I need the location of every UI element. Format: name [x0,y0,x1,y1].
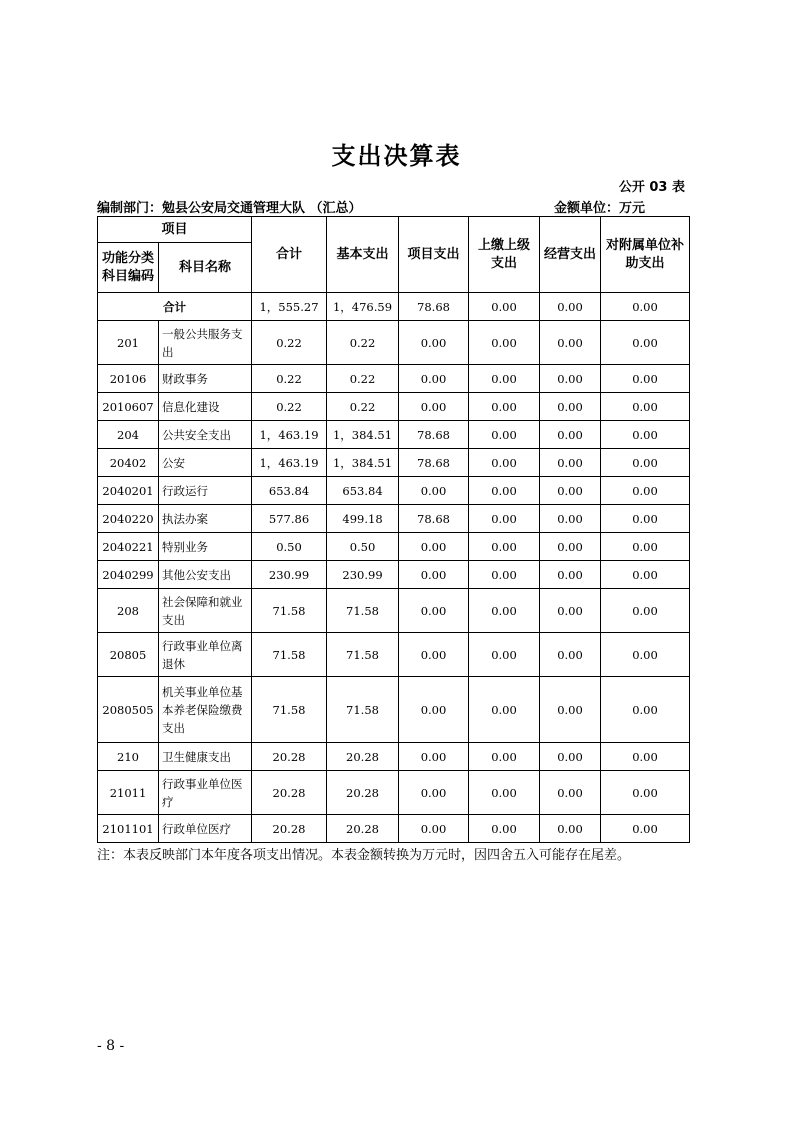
table-row [98,633,690,677]
row-value: 20.28 [327,743,399,771]
row-code: 2010607 [98,393,159,421]
row-name: 公共安全支出 [159,421,252,449]
row-value: 0.00 [540,449,601,477]
row-name: 财政事务 [159,365,252,393]
row-value: 71.58 [327,677,399,743]
row-value: 0.00 [469,815,540,843]
row-name: 执法办案 [159,505,252,533]
row-value: 0.00 [601,477,690,505]
row-value: 0.00 [399,743,469,771]
row-value: 0.00 [399,393,469,421]
row-code: 208 [98,589,159,633]
row-name: 机关事业单位基本养老保险缴费支出 [159,677,252,743]
row-value: 0.00 [540,365,601,393]
row-value: 0.00 [540,533,601,561]
row-name: 行政单位医疗 [159,815,252,843]
row-value: 0.00 [469,477,540,505]
header-subsidy: 对附属单位补助支出 [601,217,690,293]
header-business: 经营支出 [540,217,601,293]
row-name: 行政运行 [159,477,252,505]
row-value: 20.28 [327,815,399,843]
table-row [98,561,690,589]
row-value: 0.00 [399,677,469,743]
row-value: 0.00 [601,561,690,589]
total-cell: 78.68 [399,293,469,321]
row-name: 信息化建设 [159,393,252,421]
table-row [98,677,690,743]
row-value: 1，384.51 [327,449,399,477]
row-value: 78.68 [399,449,469,477]
row-value: 0.00 [601,633,690,677]
row-value: 0.00 [540,815,601,843]
row-value: 0.00 [540,477,601,505]
row-value: 0.00 [469,677,540,743]
row-value: 0.00 [601,449,690,477]
row-value: 0.00 [601,815,690,843]
header-code: 功能分类科目编码 [98,243,159,293]
row-value: 499.18 [327,505,399,533]
row-value: 0.00 [601,589,690,633]
row-value: 0.22 [327,365,399,393]
row-value: 0.00 [469,633,540,677]
table-number: 公开 03 表 [618,180,685,195]
row-code: 21011 [98,771,159,815]
row-value: 0.00 [540,771,601,815]
header-total: 合计 [252,217,327,293]
row-code: 210 [98,743,159,771]
row-value: 0.00 [601,771,690,815]
table-row [98,477,690,505]
row-value: 0.00 [469,743,540,771]
table-row [98,421,690,449]
row-name: 行政事业单位医疗 [159,771,252,815]
row-name: 公安 [159,449,252,477]
department-label: 编制部门：勉县公安局交通管理大队 （汇总） [97,201,362,216]
row-value: 0.00 [469,561,540,589]
total-cell: 0.00 [540,293,601,321]
row-value: 71.58 [252,677,327,743]
unit-label: 金额单位：万元 [553,201,645,216]
table-row [98,393,690,421]
row-value: 0.50 [327,533,399,561]
row-value: 1，463.19 [252,449,327,477]
row-value: 0.00 [469,533,540,561]
row-name: 其他公安支出 [159,561,252,589]
row-value: 0.00 [469,771,540,815]
row-value: 0.22 [327,393,399,421]
row-value: 0.00 [540,633,601,677]
row-value: 0.00 [540,743,601,771]
table-row [98,365,690,393]
row-code: 201 [98,321,159,365]
row-value: 0.00 [601,393,690,421]
row-name: 特别业务 [159,533,252,561]
row-value: 71.58 [327,589,399,633]
row-value: 0.00 [540,421,601,449]
row-code: 20402 [98,449,159,477]
row-value: 71.58 [327,633,399,677]
total-cell: 1，476.59 [327,293,399,321]
row-value: 0.00 [469,421,540,449]
table-row [98,321,690,365]
row-value: 78.68 [399,421,469,449]
row-value: 71.58 [252,589,327,633]
total-cell: 1，555.27 [252,293,327,321]
row-value: 0.00 [469,505,540,533]
row-value: 0.00 [540,393,601,421]
row-value: 0.00 [540,505,601,533]
footnote: 注：本表反映部门本年度各项支出情况。本表金额转换为万元时，因四舍五入可能存在尾差。 [97,848,631,863]
row-value: 653.84 [327,477,399,505]
row-value: 0.00 [399,561,469,589]
expenditure-table [97,216,690,843]
row-value: 230.99 [327,561,399,589]
row-name: 卫生健康支出 [159,743,252,771]
row-value: 0.22 [252,321,327,365]
page-title: 支出决算表 [331,142,462,170]
row-value: 1，384.51 [327,421,399,449]
row-value: 653.84 [252,477,327,505]
row-value: 0.00 [601,421,690,449]
table-row [98,589,690,633]
row-value: 0.00 [399,771,469,815]
row-value: 0.00 [399,533,469,561]
row-value: 20.28 [252,743,327,771]
row-value: 0.00 [399,321,469,365]
row-value: 0.22 [252,365,327,393]
header-project: 项目支出 [399,217,469,293]
row-value: 0.00 [399,633,469,677]
row-name: 社会保障和就业支出 [159,589,252,633]
row-code: 204 [98,421,159,449]
meta-row [97,197,689,215]
row-value: 1，463.19 [252,421,327,449]
row-value: 0.00 [399,815,469,843]
row-value: 0.00 [540,677,601,743]
row-value: 0.00 [399,477,469,505]
row-code: 2040221 [98,533,159,561]
row-value: 71.58 [252,633,327,677]
total-cell: 0.00 [601,293,690,321]
row-value: 0.50 [252,533,327,561]
row-value: 230.99 [252,561,327,589]
header-item: 项目 [98,217,252,243]
page-number: - 8 - [97,1038,125,1054]
row-value: 20.28 [252,771,327,815]
row-value: 0.00 [601,365,690,393]
row-value: 0.22 [252,393,327,421]
row-value: 0.00 [601,743,690,771]
header-name: 科目名称 [159,243,252,293]
row-value: 20.28 [327,771,399,815]
row-code: 2101101 [98,815,159,843]
total-label: 合计 [98,293,252,321]
row-value: 0.00 [399,365,469,393]
table-row [98,815,690,843]
row-value: 577.86 [252,505,327,533]
row-code: 20805 [98,633,159,677]
row-value: 0.00 [540,321,601,365]
row-value: 20.28 [252,815,327,843]
row-value: 0.00 [469,321,540,365]
row-name: 一般公共服务支出 [159,321,252,365]
row-value: 0.22 [327,321,399,365]
row-value: 0.00 [399,589,469,633]
row-code: 2040299 [98,561,159,589]
row-value: 0.00 [601,321,690,365]
total-cell: 0.00 [469,293,540,321]
row-code: 2040201 [98,477,159,505]
row-value: 78.68 [399,505,469,533]
row-value: 0.00 [469,365,540,393]
table-row [98,533,690,561]
row-value: 0.00 [601,677,690,743]
row-value: 0.00 [540,561,601,589]
row-code: 20106 [98,365,159,393]
row-code: 2080505 [98,677,159,743]
row-value: 0.00 [469,449,540,477]
table-row [98,449,690,477]
table-row [98,743,690,771]
row-value: 0.00 [540,589,601,633]
header-basic: 基本支出 [327,217,399,293]
row-value: 0.00 [469,393,540,421]
table-row [98,505,690,533]
row-value: 0.00 [469,589,540,633]
total-row [98,293,690,321]
row-value: 0.00 [601,533,690,561]
row-value: 0.00 [601,505,690,533]
row-name: 行政事业单位离退休 [159,633,252,677]
row-code: 2040220 [98,505,159,533]
header-upper: 上缴上级支出 [469,217,540,293]
table-row [98,771,690,815]
